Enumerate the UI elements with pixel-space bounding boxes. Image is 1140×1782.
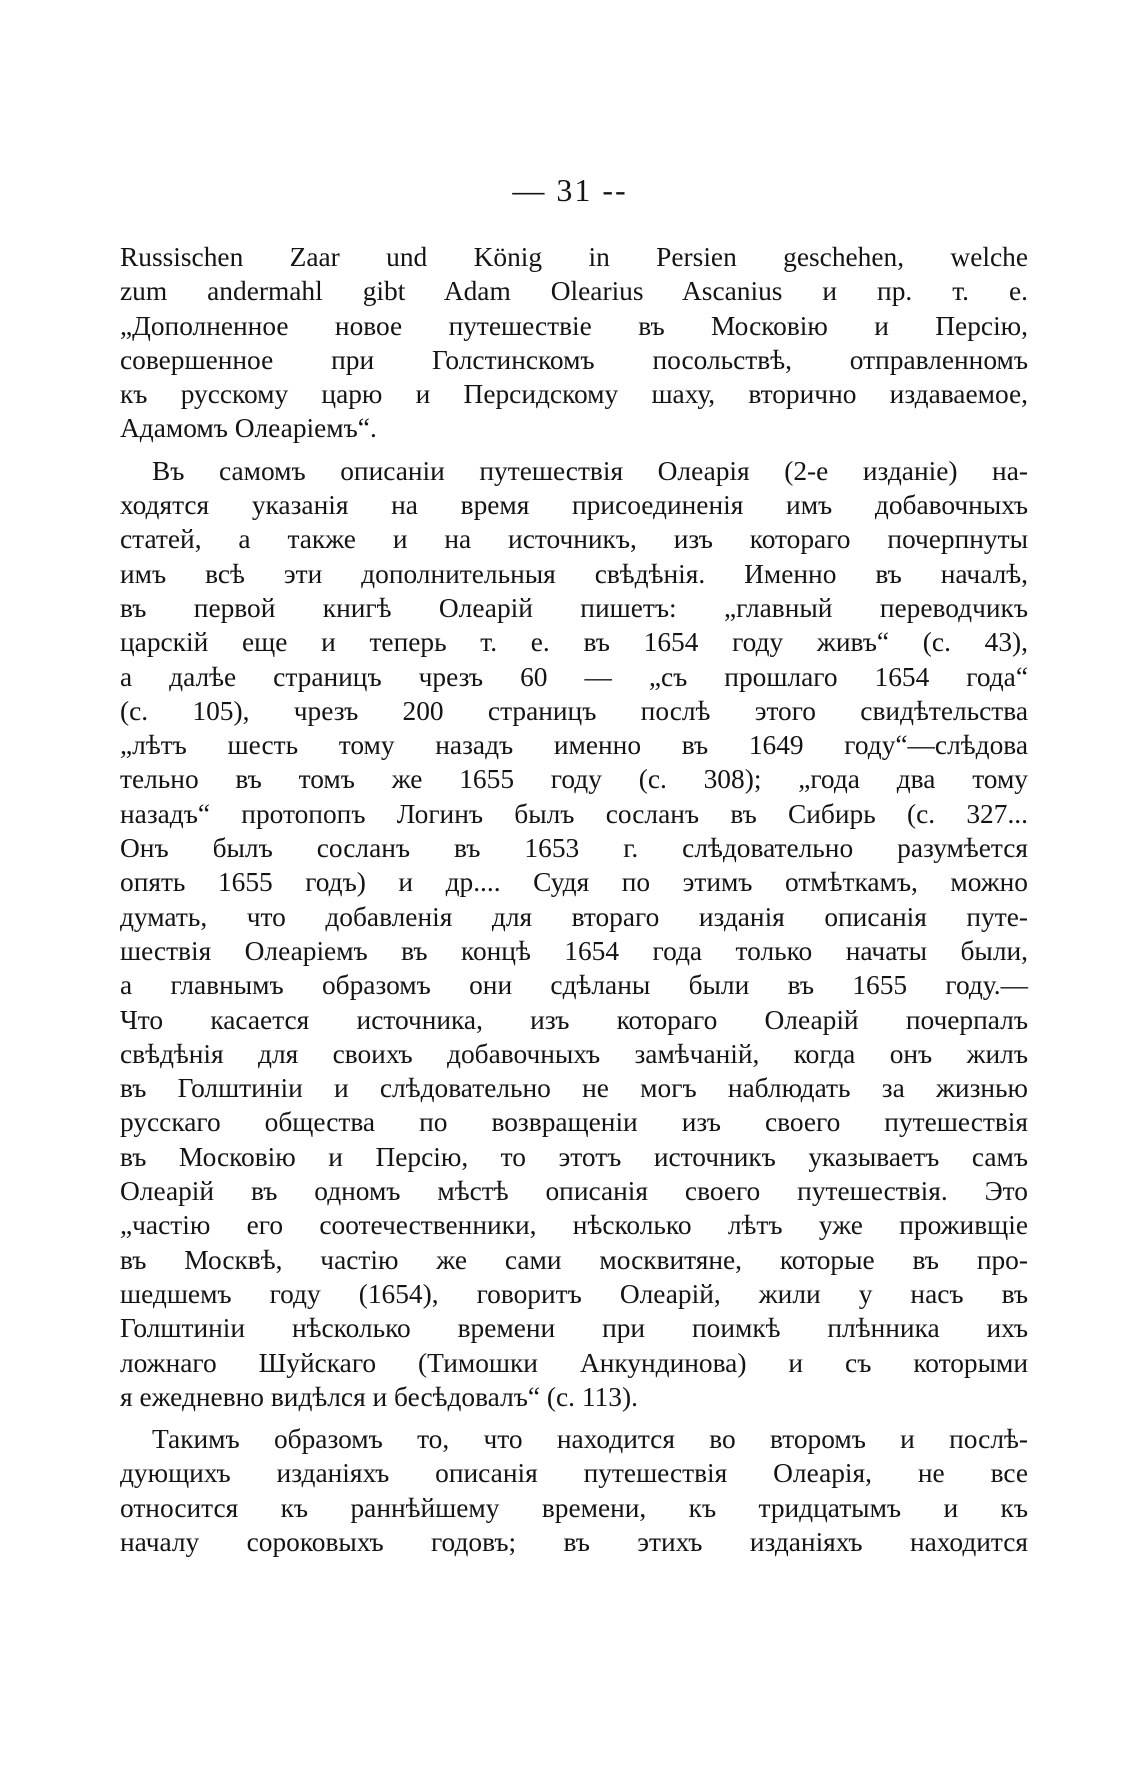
text-line: въ Голштиніи и слѣдовательно не могъ наблюдать за жизнью bbox=[120, 1073, 1028, 1104]
paragraph-1 bbox=[120, 240, 1028, 446]
text-line: Russischen Zaar und König in Persien geschehen, welche bbox=[120, 242, 1028, 272]
text-line: Адамомъ Олеаріемъ“. bbox=[120, 413, 377, 444]
text-line: имъ всѣ эти дополнительныя свѣдѣнія. Именно въ началѣ, bbox=[120, 558, 1028, 589]
text-line: царскій еще и теперь т. е. въ 1654 году живъ“ (с. 43), bbox=[120, 627, 1028, 658]
text-line: Онъ былъ сосланъ въ 1653 г. слѣдовательно разумѣется bbox=[120, 833, 1028, 864]
text-line: къ русскому царю и Персидскому шаху, вторично издаваемое, bbox=[120, 379, 1028, 410]
text-line: шедшемъ году (1654), говоритъ Олеарій, жили у насъ въ bbox=[120, 1278, 1028, 1309]
text-line: назадъ“ протопопъ Логинъ былъ сосланъ въ Сибирь (с. 327... bbox=[120, 798, 1028, 829]
page-number: — 31 -- bbox=[512, 172, 628, 208]
text-line: относится къ раннѣйшему времени, къ тридцатымъ и къ bbox=[120, 1492, 1028, 1523]
body-text bbox=[120, 240, 1028, 1559]
text-line: въ первой книгѣ Олеарій пишетъ: „главный переводчикъ bbox=[120, 592, 1028, 623]
text-line: Олеарій въ одномъ мѣстѣ описанія своего путешествія. Это bbox=[120, 1176, 1028, 1207]
text-line: (с. 105), чрезъ 200 страницъ послѣ этого свидѣтельства bbox=[120, 695, 1028, 726]
text-line: въ Московію и Персію, то этотъ источникъ указываетъ самъ bbox=[120, 1141, 1028, 1172]
text-line: совершенное при Голстинскомъ посольствѣ, отправленномъ bbox=[120, 344, 1028, 375]
text-line: въ Москвѣ, частію же сами москвитяне, которые въ про- bbox=[120, 1244, 1028, 1275]
text-line: русскаго общества по возвращеніи изъ своего путешествія bbox=[120, 1107, 1028, 1138]
text-line: статей, а также и на источникъ, изъ котораго почерпнуты bbox=[120, 524, 1028, 555]
text-line: а главнымъ образомъ они сдѣланы были въ 1655 году.— bbox=[120, 970, 1028, 1001]
text-line: „лѣтъ шесть тому назадъ именно въ 1649 году“—слѣдова bbox=[120, 730, 1028, 761]
text-line: свѣдѣнія для своихъ добавочныхъ замѣчаній, когда онъ жилъ bbox=[120, 1038, 1028, 1069]
text-line: думать, что добавленія для втораго изданія описанія путе- bbox=[120, 901, 1028, 932]
paragraph-3 bbox=[120, 1422, 1028, 1559]
text-line: началу сороковыхъ годовъ; въ этихъ изданіяхъ находится bbox=[120, 1526, 1028, 1557]
text-line: опять 1655 годъ) и др.... Судя по этимъ отмѣткамъ, можно bbox=[120, 867, 1028, 898]
text-line: Въ самомъ описаніи путешествія Олеарія (2-е изданіе) на- bbox=[152, 455, 1028, 486]
text-line: „Дополненное новое путешествіе въ Московію и Персію, bbox=[120, 310, 1028, 341]
text-line: Голштиніи нѣсколько времени при поимкѣ плѣнника ихъ bbox=[120, 1313, 1028, 1344]
text-line: ходятся указанія на время присоединенія имъ добавочныхъ bbox=[120, 490, 1028, 521]
text-line: тельно въ томъ же 1655 году (с. 308); „года два тому bbox=[120, 764, 1028, 795]
text-line: „частію его соотечественники, нѣсколько лѣтъ уже проживщіе bbox=[120, 1210, 1028, 1241]
text-line: я ежедневно видѣлся и бесѣдовалъ“ (с. 113). bbox=[120, 1381, 638, 1412]
text-line: ложнаго Шуйскаго (Тимошки Анкундинова) и съ которыми bbox=[120, 1347, 1028, 1378]
paragraph-2 bbox=[120, 454, 1028, 1414]
text-line: zum andermahl gibt Adam Olearius Ascanius и пр. т. е. bbox=[120, 276, 1028, 307]
text-line: шествія Олеаріемъ въ концѣ 1654 года только начаты были, bbox=[120, 935, 1028, 966]
text-line: Такимъ образомъ то, что находится во второмъ и послѣ- bbox=[152, 1424, 1028, 1455]
text-line: Что касается источника, изъ котораго Олеарій почерпалъ bbox=[120, 1004, 1028, 1035]
text-line: дующихъ изданіяхъ описанія путешествія Олеарія, не все bbox=[120, 1458, 1028, 1489]
text-line: а далѣе страницъ чрезъ 60 — „съ прошлаго 1654 года“ bbox=[120, 661, 1028, 692]
